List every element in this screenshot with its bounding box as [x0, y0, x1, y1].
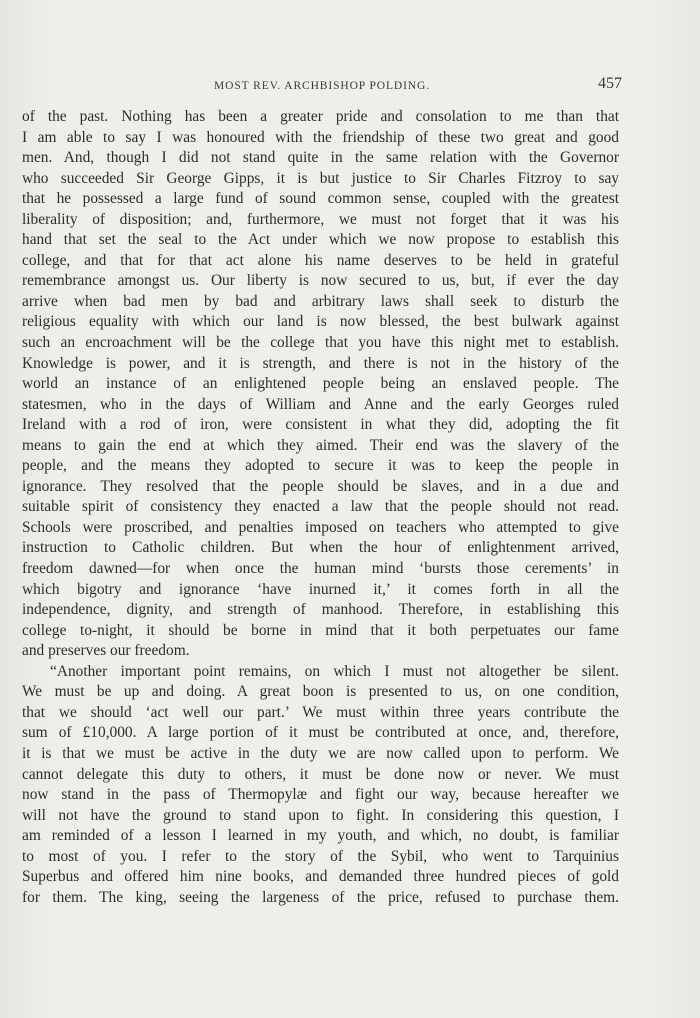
text-line: who succeeded Sir George Gipps, it is but justice to Sir Charles Fitzroy to say [22, 169, 619, 187]
text-line: arrive when bad men by bad and arbitrary laws shall seek to disturb the [22, 292, 619, 310]
text-line: college to-night, it should be borne in mind that it both perpetuates our fame [22, 621, 619, 639]
text-line: and preserves our freedom. [22, 642, 190, 660]
text-line: freedom dawned—for when once the human mind ‘bursts those cerements’ in [22, 560, 619, 578]
text-line: which bigotry and ignorance ‘have inurned it,’ it comes forth in all the [22, 580, 619, 598]
text-line: that he possessed a large fund of sound common sense, coupled with the greatest [22, 190, 619, 208]
text-line: Ireland with a rod of iron, were consistent in what they did, adopting the fit [22, 416, 619, 434]
running-header [22, 75, 622, 98]
text-line: sum of £10,000. A large portion of it must be contributed at once, and, therefore, [22, 724, 619, 742]
text-line: Schools were proscribed, and penalties imposed on teachers who attempted to give [22, 518, 619, 536]
text-line: it is that we must be active in the duty we are now called upon to perform. We [22, 744, 619, 762]
text-line: Knowledge is power, and it is strength, and there is not in the history of the [22, 354, 619, 372]
text-line: to most of you. I refer to the story of the Sybil, who went to Tarquinius [22, 847, 619, 865]
text-line: Superbus and offered him nine books, and demanded three hundred pieces of gold [22, 868, 619, 886]
text-line: men. And, though I did not stand quite in the same relation with the Governor [22, 149, 619, 167]
body-text [22, 107, 619, 908]
text-line: liberality of disposition; and, furthermore, we must not forget that it was his [22, 210, 619, 228]
text-line: remembrance amongst us. Our liberty is now secured to us, but, if ever the day [22, 272, 619, 290]
text-line: now stand in the pass of Thermopylæ and fight our way, because hereafter we [22, 786, 619, 804]
text-line: world an instance of an enlightened people being an enslaved people. The [22, 375, 619, 393]
paragraph [22, 107, 619, 662]
text-line: of the past. Nothing has been a greater pride and consolation to me than that [22, 108, 619, 125]
text-line: ignorance. They resolved that the people should be slaves, and in a due and [22, 477, 619, 495]
text-line: cannot delegate this duty to others, it must be done now or never. We must [22, 765, 619, 783]
text-line: am reminded of a lesson I learned in my youth, and which, no doubt, is familiar [22, 827, 619, 845]
text-line: college, and that for that act alone his name deserves to be held in grateful [22, 251, 619, 269]
text-line: such an encroachment will be the college that you have this night met to establish. [22, 334, 619, 352]
text-line: independence, dignity, and strength of manhood. Therefore, in establishing this [22, 601, 619, 619]
text-line: statesmen, who in the days of William and Anne and the early Georges ruled [22, 395, 619, 413]
text-line: We must be up and doing. A great boon is presented to us, on one condition, [22, 683, 619, 701]
text-line: people, and the means they adopted to secure it was to keep the people in [22, 457, 619, 475]
text-line: hand that set the seal to the Act under which we now propose to establish this [22, 231, 619, 249]
text-line: “Another important point remains, on which I must not altogether be silent. [50, 662, 619, 680]
text-line: means to gain the end at which they aimed. Their end was the slavery of the [22, 436, 619, 454]
text-line: that we should ‘act well our part.’ We must within three years contribute the [22, 703, 619, 721]
text-line: I am able to say I was honoured with the friendship of these two great and good [22, 128, 619, 146]
text-line: religious equality with which our land is now blessed, the best bulwark against [22, 313, 619, 331]
running-title: MOST REV. ARCHBISHOP POLDING. [214, 80, 430, 92]
page-number: 457 [598, 75, 622, 92]
text-line: suitable spirit of consistency they enacted a law that the people should not read. [22, 498, 619, 516]
text-line: will not have the ground to stand upon to fight. In considering this question, I [22, 806, 619, 824]
text-line: instruction to Catholic children. But when the hour of enlightenment arrived, [22, 539, 619, 557]
text-line: for them. The king, seeing the largeness of the price, refused to purchase them. [22, 888, 619, 906]
paragraph [22, 662, 619, 909]
